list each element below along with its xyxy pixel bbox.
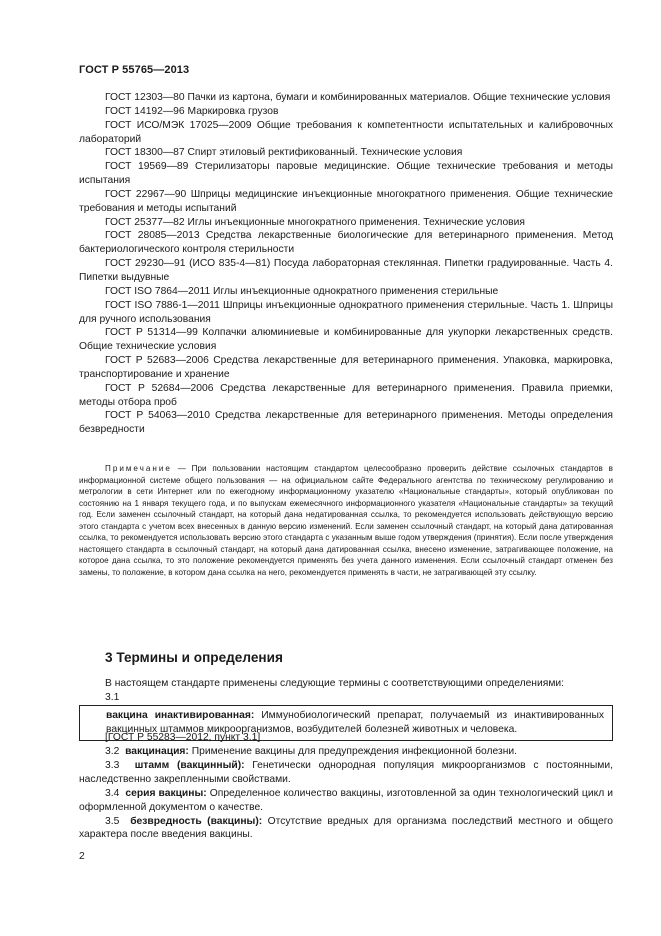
document-header: ГОСТ Р 55765—2013 xyxy=(79,64,190,76)
note-text: — При пользовании настоящим стандартом целесообразно проверить действие ссылочных стандартов в информационной системе общего пользования — на официальном сайте Федерального агентства по техническому регулированию и метрологии в сети Интернет или по ежегодному информационному указателю «Национальные стандарты», который опубликован по состоянию на 1 января текущего года, и по выпускам ежемесячного информационного указателя «Национальные стандарты» за текущий год. Если заменен ссылочный стандарт, на который дана недатированная ссылка, то рекомендуется использовать действующую версию этого стандарта с учетом всех внесенных в данную версию изменений. Если заменен ссылочный стандарт, на который дана датированная ссылка, то рекомендуется использовать версию этого стандарта с указанным выше годом утверждения (принятия). Если после утверждения настоящего стандарта в ссылочный стандарт, на который дана датированная ссылка, внесено изменение, затрагивающее положение, на которое дана ссылка, то это положение рекомендуется применять без учета данного изменения. Если ссылочный стандарт отменен без замены, то положение, в котором дана ссылка на него, рекомендуется применять в части, не затрагивающей эту ссылку. xyxy=(79,464,613,577)
definition-text: Генетически однородная популяция микроорганизмов с постоянными, наследственно закрепленными свойствами. xyxy=(79,759,613,785)
clause-number: 3.1 xyxy=(105,692,120,703)
reference-item: ГОСТ 29230—91 (ИСО 835-4—81) Посуда лабораторная стеклянная. Пипетки градуированные. Часть 4. Пипетки выдувные xyxy=(79,258,613,283)
term: штамм (вакцинный): xyxy=(134,759,245,771)
references-note xyxy=(79,463,613,578)
reference-item: ГОСТ Р 54063—2010 Средства лекарственные для ветеринарного применения. Методы определения безвредности xyxy=(79,410,613,436)
reference-item: ГОСТ 14192—96 Маркировка грузов xyxy=(105,105,279,117)
definition-text: Применение вакцины для предупреждения инфекционной болезни. xyxy=(188,746,517,757)
reference-item: ГОСТ Р 51314—99 Колпачки алюминиевые и комбинированные для укупорки лекарственных средств. Общие технические условия xyxy=(79,327,613,353)
normative-references-list xyxy=(79,91,613,437)
reference-item: ГОСТ 25377—82 Иглы инъекционные многократного применения. Технические условия xyxy=(105,216,525,228)
reference-item: ГОСТ 19569—89 Стерилизаторы паровые медицинские. Общие технические требования и методы испытания xyxy=(79,161,613,187)
reference-item: ГОСТ Р 52684—2006 Средства лекарственные для ветеринарного применения. Правила приемки, методы отбора проб xyxy=(79,382,613,408)
reference-item: ГОСТ 12303—80 Пачки из картона, бумаги и комбинированных материалов. Общие технические условия xyxy=(105,92,611,103)
definitions-list xyxy=(79,745,613,842)
reference-item: ГОСТ 28085—2013 Средства лекарственные биологические для ветеринарного применения. Метод бактериологического контроля стерильности xyxy=(79,230,613,256)
definition-item xyxy=(79,745,613,759)
term: вакцина инактивированная: xyxy=(106,710,255,721)
term: безвредность (вакцины): xyxy=(130,815,263,827)
definition-text: Определенное количество вакцины, изготовленной за один технологический цикл и оформленной документом о качестве. xyxy=(79,787,613,813)
definition-text: Отсутствие вредных для организма последствий местного и общего характера после введения вакцины. xyxy=(79,815,613,841)
definition-item xyxy=(79,787,613,815)
reference-item: ГОСТ ИСО/МЭК 17025—2009 Общие требования к компетентности испытательных и калибровочных лабораторий xyxy=(79,119,613,145)
reference-item: ГОСТ ISO 7864—2011 Иглы инъекционные однократного применения стерильные xyxy=(105,285,499,297)
note-label: Примечание xyxy=(105,464,172,473)
reference-item: ГОСТ 22967—90 Шприцы медицинские инъекционные многократного применения. Общие технические требования и методы испытаний xyxy=(79,188,613,214)
definition-item xyxy=(79,759,613,787)
clause-number: 3.5 xyxy=(105,815,120,827)
clause-number: 3.2 xyxy=(105,746,120,757)
clause-number: 3.3 xyxy=(105,759,120,771)
reference-item: ГОСТ ISO 7886-1—2011 Шприцы инъекционные однократного применения стерильные. Часть 1. Шприцы для ручного использования xyxy=(79,299,613,325)
section-title: 3 Термины и определения xyxy=(105,650,283,665)
term: вакцинация: xyxy=(125,746,189,757)
definition-item xyxy=(79,815,613,843)
reference-item: ГОСТ 18300—87 Спирт этиловый ректификованный. Технические условия xyxy=(105,147,463,159)
definition-source: [ГОСТ Р 55283—2012, пункт 3.1] xyxy=(105,732,261,743)
reference-item: ГОСТ Р 52683—2006 Средства лекарственные для ветеринарного применения. Упаковка, маркировка, транспортирование и хранение xyxy=(79,355,613,380)
definition-text: Иммунобиологический препарат, получаемый из инактивированных вакцинных штаммов микроорганизмов, возбудителей болезней животных и человека. xyxy=(106,710,604,735)
term: серия вакцины: xyxy=(125,787,207,799)
section-intro: В настоящем стандарте применены следующие термины с соответствующими определениями: xyxy=(105,678,565,689)
clause-number: 3.4 xyxy=(105,787,120,799)
page-number: 2 xyxy=(79,851,85,862)
